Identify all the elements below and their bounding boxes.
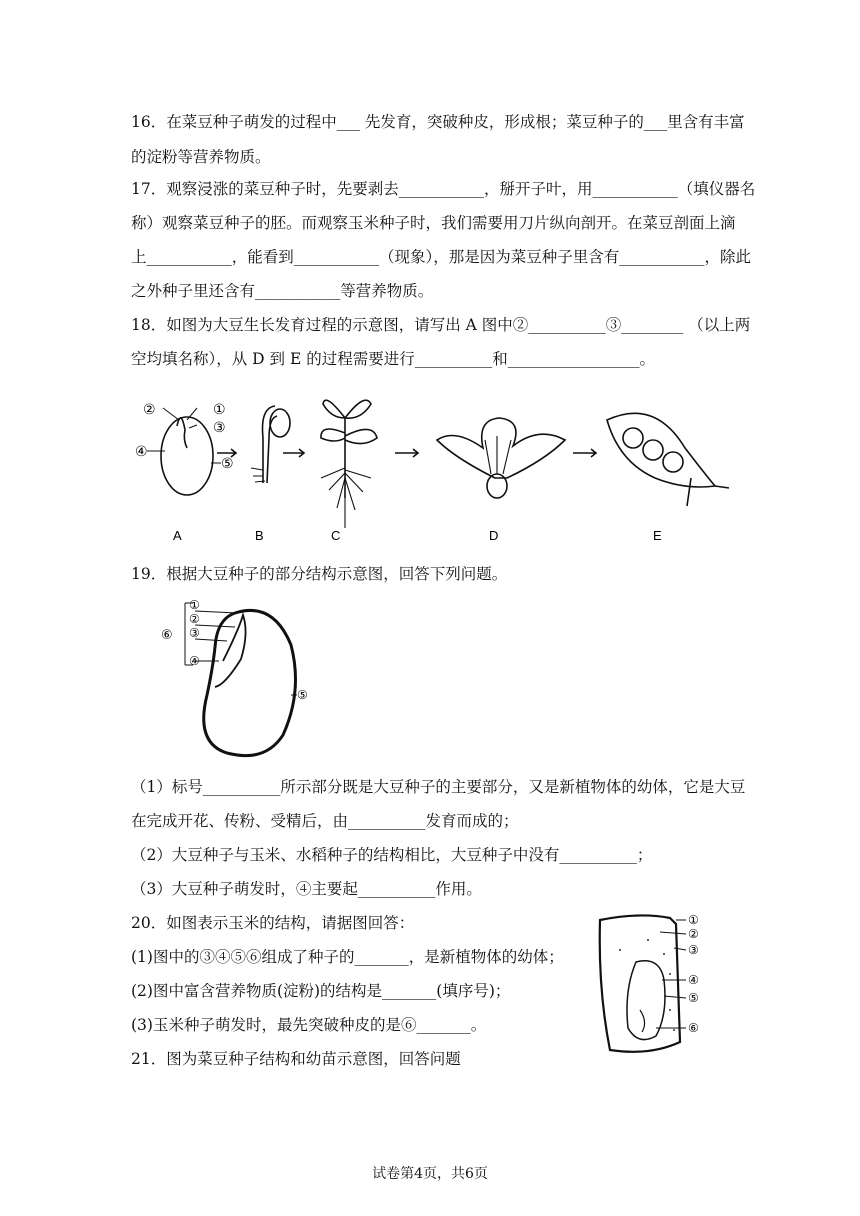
fig18-marker-5: ⑤ (221, 455, 234, 471)
stage-label-e: E (653, 528, 662, 543)
q19-part2: （2）大豆种子与玉米、水稻种子的结构相比，大豆种子中没有__________； (131, 846, 653, 864)
seed-a-outline (161, 417, 213, 495)
flower-d (437, 418, 565, 478)
fig20-marker-6: ⑥ (688, 1021, 699, 1035)
stage-label-a: A (173, 528, 182, 543)
fig18-marker-2: ② (143, 401, 156, 417)
fig19-marker-3: ③ (189, 626, 200, 640)
q18-line-2: 空均填名称），从 D 到 E 的过程需要进行__________和_________________。 (131, 350, 655, 368)
fig20-marker-3: ③ (688, 943, 699, 957)
fig20-marker-1: ① (688, 913, 699, 927)
page-footer: 试卷第4页，共6页 (372, 1166, 488, 1182)
pod-e (607, 413, 715, 487)
fig20-marker-2: ② (688, 927, 699, 941)
soybean-growth-figure (125, 378, 735, 548)
q17-line-4: 之外种子里还含有___________等营养物质。 (131, 282, 434, 300)
stage-label-d: D (489, 528, 499, 543)
fig19-marker-4: ④ (189, 654, 200, 668)
fig20-marker-5: ⑤ (688, 991, 699, 1005)
stage-label-b: B (255, 528, 264, 543)
fig19-marker-6: ⑥ (161, 627, 173, 642)
q16-line-2: 的淀粉等营养物质。 (131, 148, 271, 166)
q21-line-1: 21．图为菜豆种子结构和幼苗示意图，回答问题 (131, 1050, 461, 1068)
q19-line-1: 19．根据大豆种子的部分结构示意图，回答下列问题。 (131, 565, 508, 583)
q17-line-3: 上___________，能看到___________（现象），那是因为菜豆种子里含有___________，除此 (131, 248, 752, 266)
q17-line-1: 17．观察浸涨的菜豆种子时，先要剥去___________，掰开子叶，用___________（填仪器名 (131, 180, 756, 198)
stage-label-c: C (331, 528, 341, 543)
q20-part1: (1)图中的③④⑤⑥组成了种子的_______，是新植物体的幼体； (131, 948, 564, 966)
germinating-seed-b (263, 406, 278, 483)
q20-line-1: 20．如图表示玉米的结构，请据图回答： (131, 914, 415, 932)
seed-a-embryo (177, 418, 187, 448)
seed-outline (204, 610, 296, 755)
corn-seed-outline (600, 915, 680, 1051)
fig18-marker-4: ④ (135, 443, 148, 459)
q20-part2: (2)图中富含营养物质(淀粉)的结构是_______(填序号)； (131, 982, 511, 1000)
fig18-marker-3: ③ (213, 419, 226, 435)
q19-part1-line-1: （1）标号__________所示部分既是大豆种子的主要部分，又是新植物体的幼体，它是大豆 (131, 778, 746, 796)
fig18-marker-1: ① (213, 401, 226, 417)
corn-seed-figure (590, 910, 720, 1060)
soybean-seed-figure (155, 595, 330, 765)
q19-part3: （3）大豆种子萌发时，④主要起__________作用。 (131, 880, 482, 898)
q18-line-1: 18．如图为大豆生长发育过程的示意图，请写出 A 图中②__________③________ （以上两 (131, 316, 751, 334)
q17-line-2: 称）观察菜豆种子的胚。而观察玉米种子时，我们需要用刀片纵向剖开。在菜豆剖面上滴 (131, 214, 736, 232)
q16-line-1: 16．在菜豆种子萌发的过程中___ 先发育，突破种皮，形成根；菜豆种子的___里含有丰富 (131, 113, 745, 131)
fig19-marker-2: ② (189, 612, 200, 626)
fig20-marker-4: ④ (688, 973, 699, 987)
q19-part1-line-2: 在完成开花、传粉、受精后，由__________发育而成的； (131, 812, 519, 830)
fig19-marker-5: ⑤ (297, 688, 308, 702)
fig19-marker-1: ① (189, 598, 200, 612)
q20-part3: (3)玉米种子萌发时，最先突破种皮的是⑥_______。 (131, 1016, 487, 1034)
